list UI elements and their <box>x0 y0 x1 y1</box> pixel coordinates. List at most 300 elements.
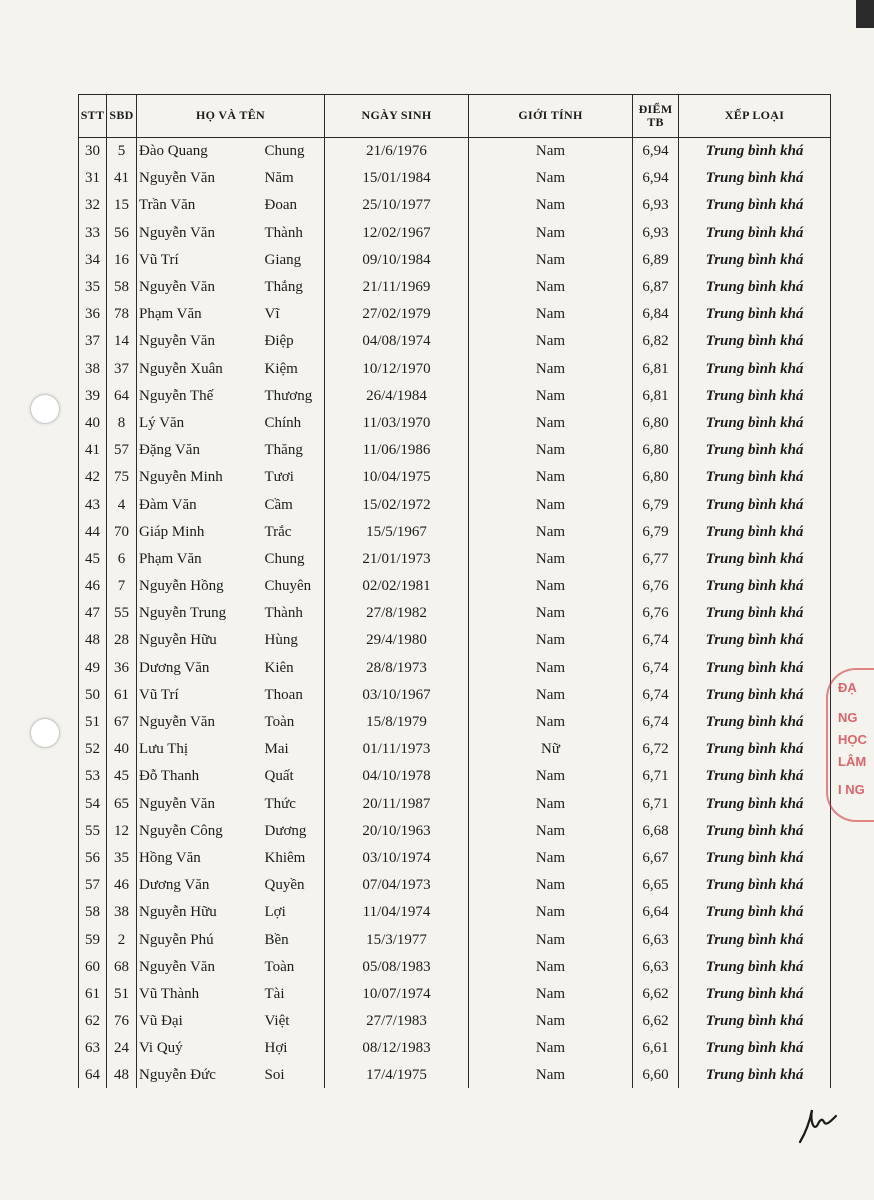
cell-dob: 01/11/1973 <box>325 736 469 763</box>
cell-sbd: 24 <box>107 1035 137 1062</box>
cell-rank: Trung bình khá <box>679 682 831 709</box>
cell-dob: 26/4/1984 <box>325 383 469 410</box>
cell-sbd: 64 <box>107 383 137 410</box>
cell-score: 6,79 <box>633 519 679 546</box>
cell-first-name: Chung <box>263 138 325 166</box>
cell-rank: Trung bình khá <box>679 845 831 872</box>
cell-dob: 20/10/1963 <box>325 818 469 845</box>
table-row <box>79 627 831 654</box>
cell-gender: Nam <box>469 1035 633 1062</box>
table-row <box>79 1008 831 1035</box>
cell-last-name: Nguyễn Trung <box>137 600 263 627</box>
cell-gender: Nam <box>469 138 633 166</box>
cell-rank: Trung bình khá <box>679 220 831 247</box>
table-row <box>79 519 831 546</box>
cell-dob: 04/10/1978 <box>325 763 469 790</box>
cell-sbd: 8 <box>107 410 137 437</box>
table-row <box>79 437 831 464</box>
cell-sbd: 75 <box>107 464 137 491</box>
cell-stt: 50 <box>79 682 107 709</box>
cell-stt: 46 <box>79 573 107 600</box>
cell-score: 6,79 <box>633 491 679 518</box>
cell-first-name: Khiêm <box>263 845 325 872</box>
cell-gender: Nam <box>469 165 633 192</box>
cell-sbd: 2 <box>107 926 137 953</box>
cell-stt: 45 <box>79 546 107 573</box>
cell-score: 6,61 <box>633 1035 679 1062</box>
cell-stt: 64 <box>79 1062 107 1088</box>
cell-rank: Trung bình khá <box>679 1035 831 1062</box>
cell-dob: 15/8/1979 <box>325 709 469 736</box>
cell-last-name: Nguyễn Thế <box>137 383 263 410</box>
cell-score: 6,76 <box>633 573 679 600</box>
cell-first-name: Thắng <box>263 274 325 301</box>
cell-dob: 05/08/1983 <box>325 954 469 981</box>
cell-rank: Trung bình khá <box>679 464 831 491</box>
cell-sbd: 35 <box>107 845 137 872</box>
cell-dob: 03/10/1974 <box>325 845 469 872</box>
cell-stt: 61 <box>79 981 107 1008</box>
cell-gender: Nam <box>469 519 633 546</box>
cell-last-name: Đàm Văn <box>137 491 263 518</box>
cell-sbd: 76 <box>107 1008 137 1035</box>
cell-first-name: Tươi <box>263 464 325 491</box>
cell-rank: Trung bình khá <box>679 981 831 1008</box>
cell-rank: Trung bình khá <box>679 356 831 383</box>
cell-score: 6,74 <box>633 682 679 709</box>
cell-stt: 56 <box>79 845 107 872</box>
cell-dob: 27/02/1979 <box>325 301 469 328</box>
cell-last-name: Nguyễn Hữu <box>137 899 263 926</box>
cell-gender: Nam <box>469 491 633 518</box>
cell-dob: 28/8/1973 <box>325 655 469 682</box>
cell-last-name: Giáp Minh <box>137 519 263 546</box>
cell-rank: Trung bình khá <box>679 709 831 736</box>
cell-gender: Nam <box>469 356 633 383</box>
cell-dob: 03/10/1967 <box>325 682 469 709</box>
table-row <box>79 328 831 355</box>
cell-sbd: 68 <box>107 954 137 981</box>
cell-sbd: 70 <box>107 519 137 546</box>
cell-stt: 49 <box>79 655 107 682</box>
cell-stt: 43 <box>79 491 107 518</box>
cell-score: 6,94 <box>633 138 679 166</box>
stamp-text: I NG <box>838 782 865 797</box>
cell-gender: Nam <box>469 464 633 491</box>
table-row <box>79 981 831 1008</box>
scan-edge <box>856 0 874 28</box>
table-header-row <box>79 95 831 138</box>
cell-rank: Trung bình khá <box>679 491 831 518</box>
cell-gender: Nam <box>469 301 633 328</box>
cell-rank: Trung bình khá <box>679 301 831 328</box>
table-row <box>79 464 831 491</box>
table-row <box>79 274 831 301</box>
cell-first-name: Thành <box>263 600 325 627</box>
cell-dob: 11/03/1970 <box>325 410 469 437</box>
cell-sbd: 61 <box>107 682 137 709</box>
cell-last-name: Vũ Thành <box>137 981 263 1008</box>
cell-dob: 20/11/1987 <box>325 791 469 818</box>
cell-rank: Trung bình khá <box>679 546 831 573</box>
header-dob: NGÀY SINH <box>325 95 469 138</box>
table-row <box>79 926 831 953</box>
cell-stt: 58 <box>79 899 107 926</box>
cell-gender: Nam <box>469 328 633 355</box>
cell-last-name: Nguyễn Văn <box>137 709 263 736</box>
cell-rank: Trung bình khá <box>679 247 831 274</box>
cell-last-name: Nguyễn Hữu <box>137 627 263 654</box>
cell-last-name: Nguyễn Đức <box>137 1062 263 1088</box>
cell-sbd: 56 <box>107 220 137 247</box>
cell-dob: 29/4/1980 <box>325 627 469 654</box>
cell-sbd: 15 <box>107 192 137 219</box>
cell-dob: 15/5/1967 <box>325 519 469 546</box>
cell-first-name: Hùng <box>263 627 325 654</box>
cell-dob: 08/12/1983 <box>325 1035 469 1062</box>
cell-sbd: 4 <box>107 491 137 518</box>
cell-stt: 42 <box>79 464 107 491</box>
cell-last-name: Đặng Văn <box>137 437 263 464</box>
table-row <box>79 546 831 573</box>
table-row <box>79 736 831 763</box>
table-row <box>79 165 831 192</box>
cell-last-name: Nguyễn Văn <box>137 220 263 247</box>
cell-last-name: Phạm Văn <box>137 301 263 328</box>
cell-gender: Nam <box>469 655 633 682</box>
cell-rank: Trung bình khá <box>679 655 831 682</box>
cell-rank: Trung bình khá <box>679 1008 831 1035</box>
header-score: ĐIỂM TB <box>633 95 679 138</box>
cell-gender: Nam <box>469 247 633 274</box>
cell-rank: Trung bình khá <box>679 165 831 192</box>
cell-last-name: Vũ Trí <box>137 682 263 709</box>
cell-first-name: Hợi <box>263 1035 325 1062</box>
cell-stt: 55 <box>79 818 107 845</box>
cell-dob: 21/6/1976 <box>325 138 469 166</box>
cell-sbd: 36 <box>107 655 137 682</box>
table-row <box>79 301 831 328</box>
cell-sbd: 51 <box>107 981 137 1008</box>
cell-first-name: Việt <box>263 1008 325 1035</box>
cell-dob: 27/8/1982 <box>325 600 469 627</box>
cell-stt: 36 <box>79 301 107 328</box>
cell-score: 6,63 <box>633 926 679 953</box>
table-row <box>79 872 831 899</box>
cell-first-name: Thành <box>263 220 325 247</box>
cell-first-name: Kiệm <box>263 356 325 383</box>
cell-score: 6,82 <box>633 328 679 355</box>
cell-score: 6,62 <box>633 981 679 1008</box>
header-name: HỌ VÀ TÊN <box>137 95 325 138</box>
cell-first-name: Thương <box>263 383 325 410</box>
cell-stt: 32 <box>79 192 107 219</box>
cell-last-name: Dương Văn <box>137 872 263 899</box>
cell-gender: Nam <box>469 954 633 981</box>
cell-sbd: 28 <box>107 627 137 654</box>
table-row <box>79 410 831 437</box>
cell-stt: 30 <box>79 138 107 166</box>
cell-rank: Trung bình khá <box>679 926 831 953</box>
cell-score: 6,62 <box>633 1008 679 1035</box>
table-row <box>79 763 831 790</box>
cell-dob: 11/04/1974 <box>325 899 469 926</box>
cell-first-name: Mai <box>263 736 325 763</box>
cell-first-name: Điệp <box>263 328 325 355</box>
cell-rank: Trung bình khá <box>679 437 831 464</box>
cell-first-name: Toàn <box>263 954 325 981</box>
cell-gender: Nam <box>469 926 633 953</box>
cell-gender: Nam <box>469 1062 633 1088</box>
cell-rank: Trung bình khá <box>679 818 831 845</box>
table-row <box>79 818 831 845</box>
cell-gender: Nam <box>469 709 633 736</box>
cell-gender: Nam <box>469 410 633 437</box>
table-row <box>79 954 831 981</box>
cell-sbd: 16 <box>107 247 137 274</box>
cell-rank: Trung bình khá <box>679 763 831 790</box>
cell-stt: 37 <box>79 328 107 355</box>
cell-rank: Trung bình khá <box>679 627 831 654</box>
stamp-text: HỌC <box>838 732 867 747</box>
table-row <box>79 247 831 274</box>
punch-hole-top <box>30 394 60 424</box>
cell-last-name: Vũ Trí <box>137 247 263 274</box>
table-row <box>79 220 831 247</box>
table-row <box>79 845 831 872</box>
table-row <box>79 709 831 736</box>
cell-first-name: Tài <box>263 981 325 1008</box>
cell-stt: 44 <box>79 519 107 546</box>
cell-stt: 59 <box>79 926 107 953</box>
cell-first-name: Năm <box>263 165 325 192</box>
cell-stt: 40 <box>79 410 107 437</box>
red-seal-stamp <box>826 668 874 822</box>
cell-score: 6,63 <box>633 954 679 981</box>
cell-dob: 21/01/1973 <box>325 546 469 573</box>
cell-first-name: Quyền <box>263 872 325 899</box>
cell-gender: Nam <box>469 872 633 899</box>
cell-score: 6,74 <box>633 655 679 682</box>
punch-hole-bottom <box>30 718 60 748</box>
cell-last-name: Nguyễn Công <box>137 818 263 845</box>
cell-first-name: Chung <box>263 546 325 573</box>
cell-dob: 15/02/1972 <box>325 491 469 518</box>
cell-score: 6,76 <box>633 600 679 627</box>
cell-rank: Trung bình khá <box>679 383 831 410</box>
table-row <box>79 1035 831 1062</box>
cell-stt: 34 <box>79 247 107 274</box>
cell-rank: Trung bình khá <box>679 954 831 981</box>
cell-dob: 15/01/1984 <box>325 165 469 192</box>
table-row <box>79 138 831 166</box>
cell-first-name: Bền <box>263 926 325 953</box>
table-row <box>79 600 831 627</box>
cell-sbd: 40 <box>107 736 137 763</box>
table-row <box>79 1062 831 1088</box>
cell-sbd: 55 <box>107 600 137 627</box>
cell-score: 6,67 <box>633 845 679 872</box>
cell-first-name: Soi <box>263 1062 325 1088</box>
cell-stt: 63 <box>79 1035 107 1062</box>
cell-sbd: 7 <box>107 573 137 600</box>
stamp-text: NG <box>838 710 858 725</box>
cell-gender: Nữ <box>469 736 633 763</box>
cell-stt: 41 <box>79 437 107 464</box>
cell-score: 6,87 <box>633 274 679 301</box>
cell-last-name: Nguyễn Văn <box>137 274 263 301</box>
cell-score: 6,80 <box>633 437 679 464</box>
table-row <box>79 192 831 219</box>
cell-score: 6,94 <box>633 165 679 192</box>
cell-dob: 10/04/1975 <box>325 464 469 491</box>
cell-sbd: 5 <box>107 138 137 166</box>
cell-last-name: Hồng Văn <box>137 845 263 872</box>
cell-score: 6,81 <box>633 383 679 410</box>
table-row <box>79 356 831 383</box>
cell-first-name: Kiên <box>263 655 325 682</box>
cell-last-name: Lưu Thị <box>137 736 263 763</box>
cell-stt: 33 <box>79 220 107 247</box>
cell-stt: 39 <box>79 383 107 410</box>
cell-gender: Nam <box>469 763 633 790</box>
cell-sbd: 57 <box>107 437 137 464</box>
cell-gender: Nam <box>469 845 633 872</box>
cell-gender: Nam <box>469 818 633 845</box>
cell-sbd: 37 <box>107 356 137 383</box>
table-row <box>79 491 831 518</box>
cell-gender: Nam <box>469 600 633 627</box>
cell-first-name: Thoan <box>263 682 325 709</box>
cell-stt: 48 <box>79 627 107 654</box>
cell-rank: Trung bình khá <box>679 328 831 355</box>
cell-sbd: 48 <box>107 1062 137 1088</box>
cell-sbd: 41 <box>107 165 137 192</box>
cell-dob: 27/7/1983 <box>325 1008 469 1035</box>
cell-score: 6,93 <box>633 192 679 219</box>
results-table <box>78 94 831 1088</box>
cell-stt: 53 <box>79 763 107 790</box>
cell-sbd: 67 <box>107 709 137 736</box>
cell-sbd: 6 <box>107 546 137 573</box>
cell-last-name: Nguyễn Văn <box>137 954 263 981</box>
cell-last-name: Dương Văn <box>137 655 263 682</box>
header-rank: XẾP LOẠI <box>679 95 831 138</box>
handwritten-signature <box>796 1102 840 1146</box>
cell-score: 6,84 <box>633 301 679 328</box>
cell-rank: Trung bình khá <box>679 1062 831 1088</box>
cell-sbd: 58 <box>107 274 137 301</box>
cell-gender: Nam <box>469 274 633 301</box>
cell-sbd: 38 <box>107 899 137 926</box>
cell-last-name: Vũ Đại <box>137 1008 263 1035</box>
cell-rank: Trung bình khá <box>679 519 831 546</box>
cell-gender: Nam <box>469 546 633 573</box>
cell-sbd: 12 <box>107 818 137 845</box>
table-row <box>79 573 831 600</box>
cell-gender: Nam <box>469 627 633 654</box>
cell-dob: 15/3/1977 <box>325 926 469 953</box>
cell-rank: Trung bình khá <box>679 899 831 926</box>
cell-stt: 54 <box>79 791 107 818</box>
cell-gender: Nam <box>469 573 633 600</box>
cell-gender: Nam <box>469 192 633 219</box>
cell-sbd: 65 <box>107 791 137 818</box>
cell-gender: Nam <box>469 899 633 926</box>
cell-score: 6,72 <box>633 736 679 763</box>
cell-last-name: Đỗ Thanh <box>137 763 263 790</box>
cell-sbd: 46 <box>107 872 137 899</box>
cell-rank: Trung bình khá <box>679 410 831 437</box>
table-row <box>79 682 831 709</box>
cell-dob: 10/12/1970 <box>325 356 469 383</box>
cell-stt: 51 <box>79 709 107 736</box>
cell-last-name: Lý Văn <box>137 410 263 437</box>
cell-last-name: Nguyễn Xuân <box>137 356 263 383</box>
cell-dob: 04/08/1974 <box>325 328 469 355</box>
cell-stt: 47 <box>79 600 107 627</box>
cell-rank: Trung bình khá <box>679 600 831 627</box>
cell-last-name: Nguyễn Văn <box>137 328 263 355</box>
cell-rank: Trung bình khá <box>679 573 831 600</box>
cell-gender: Nam <box>469 1008 633 1035</box>
cell-dob: 21/11/1969 <box>325 274 469 301</box>
cell-score: 6,93 <box>633 220 679 247</box>
table-row <box>79 791 831 818</box>
table-row <box>79 655 831 682</box>
cell-dob: 25/10/1977 <box>325 192 469 219</box>
cell-rank: Trung bình khá <box>679 138 831 166</box>
cell-first-name: Dương <box>263 818 325 845</box>
cell-dob: 02/02/1981 <box>325 573 469 600</box>
cell-first-name: Giang <box>263 247 325 274</box>
cell-score: 6,65 <box>633 872 679 899</box>
stamp-text: LÂM <box>838 754 867 769</box>
cell-first-name: Chính <box>263 410 325 437</box>
cell-first-name: Vĩ <box>263 301 325 328</box>
cell-score: 6,77 <box>633 546 679 573</box>
cell-sbd: 14 <box>107 328 137 355</box>
cell-gender: Nam <box>469 220 633 247</box>
cell-last-name: Nguyễn Phú <box>137 926 263 953</box>
cell-first-name: Thăng <box>263 437 325 464</box>
cell-last-name: Nguyễn Văn <box>137 165 263 192</box>
cell-sbd: 78 <box>107 301 137 328</box>
cell-score: 6,68 <box>633 818 679 845</box>
cell-rank: Trung bình khá <box>679 736 831 763</box>
cell-stt: 38 <box>79 356 107 383</box>
cell-first-name: Trắc <box>263 519 325 546</box>
cell-stt: 35 <box>79 274 107 301</box>
cell-score: 6,80 <box>633 464 679 491</box>
cell-first-name: Quất <box>263 763 325 790</box>
cell-first-name: Toàn <box>263 709 325 736</box>
cell-first-name: Đoan <box>263 192 325 219</box>
cell-stt: 57 <box>79 872 107 899</box>
cell-gender: Nam <box>469 682 633 709</box>
cell-score: 6,81 <box>633 356 679 383</box>
cell-last-name: Đào Quang <box>137 138 263 166</box>
cell-score: 6,71 <box>633 791 679 818</box>
cell-first-name: Cầm <box>263 491 325 518</box>
cell-last-name: Nguyễn Minh <box>137 464 263 491</box>
cell-score: 6,80 <box>633 410 679 437</box>
cell-gender: Nam <box>469 981 633 1008</box>
cell-last-name: Vi Quý <box>137 1035 263 1062</box>
header-sbd: SBD <box>107 95 137 138</box>
cell-dob: 07/04/1973 <box>325 872 469 899</box>
cell-stt: 60 <box>79 954 107 981</box>
